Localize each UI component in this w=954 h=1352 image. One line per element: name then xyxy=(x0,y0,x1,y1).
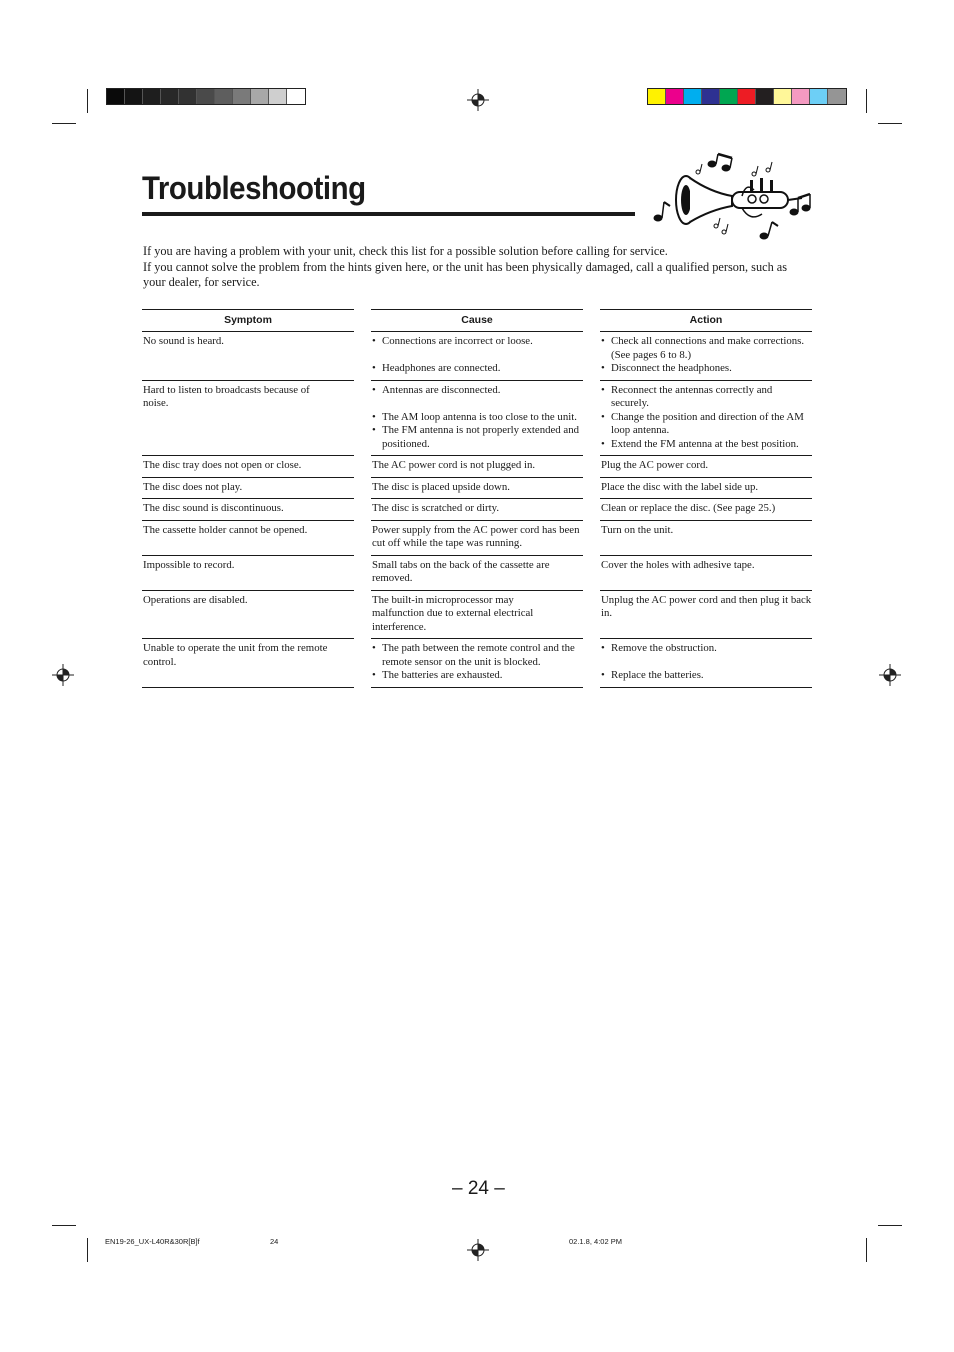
color-swatch xyxy=(828,89,846,104)
header-symptom: Symptom xyxy=(142,309,354,332)
action-cell: Plug the AC power cord. xyxy=(601,459,709,471)
grayscale-calibration-bar xyxy=(106,88,306,105)
table-row xyxy=(142,591,812,640)
crop-mark xyxy=(87,89,88,113)
color-swatch xyxy=(269,89,287,104)
action-item: • Disconnect the headphones. xyxy=(600,362,812,376)
symptom-cell: No sound is heard. xyxy=(143,335,224,347)
color-swatch xyxy=(702,89,720,104)
crosshair-registration-icon xyxy=(52,664,74,686)
trumpet-music-notes-icon xyxy=(650,152,816,242)
action-cell xyxy=(600,381,812,456)
header-action: Action xyxy=(600,309,812,332)
table-row xyxy=(142,639,812,688)
symptom-cell: Operations are disabled. xyxy=(143,593,248,606)
color-swatch xyxy=(684,89,702,104)
crosshair-registration-icon xyxy=(879,664,901,686)
crosshair-registration-icon xyxy=(467,1239,489,1261)
color-swatch xyxy=(648,89,666,104)
symptom-cell: The disc sound is discontinuous. xyxy=(143,502,284,514)
color-swatch xyxy=(215,89,233,104)
header-cause: Cause xyxy=(371,309,583,332)
title-underline xyxy=(142,212,635,216)
symptom-cell: Impossible to record. xyxy=(143,558,235,571)
color-swatch xyxy=(756,89,774,104)
footer-timestamp: 02.1.8, 4:02 PM xyxy=(569,1237,622,1246)
color-swatch xyxy=(810,89,828,104)
symptom-cell: The disc tray does not open or close. xyxy=(143,459,302,471)
cause-cell: Power supply from the AC power cord has been cut off while the tape was running. xyxy=(372,523,580,549)
table-row xyxy=(142,381,812,457)
color-swatch xyxy=(161,89,179,104)
symptom-cell: The cassette holder cannot be opened. xyxy=(143,523,308,536)
cause-cell: The disc is scratched or dirty. xyxy=(372,502,500,514)
color-swatch xyxy=(738,89,756,104)
action-cell xyxy=(600,332,812,380)
action-cell: Clean or replace the disc. (See page 25.) xyxy=(601,502,776,514)
footer-page: 24 xyxy=(270,1237,279,1246)
color-swatch xyxy=(125,89,143,104)
symptom-cell: Hard to listen to broadcasts because of noise. xyxy=(143,383,310,409)
action-cell: Place the disc with the label side up. xyxy=(601,480,759,493)
table-row xyxy=(142,478,812,500)
action-item: • Check all connections and make corrections. (See pages 6 to 8.) xyxy=(600,335,812,362)
crop-mark xyxy=(866,89,867,113)
cause-cell xyxy=(371,639,583,687)
table-header xyxy=(142,309,812,332)
color-swatch xyxy=(233,89,251,104)
footer-filename: EN19-26_UX-L40R&30R[B]f xyxy=(105,1237,200,1246)
crop-mark xyxy=(878,123,902,124)
action-cell: Unplug the AC power cord and then plug it back in. xyxy=(601,593,812,619)
color-swatch xyxy=(720,89,738,104)
crosshair-registration-icon xyxy=(467,89,489,111)
symptom-cell: Unable to operate the unit from the remote control. xyxy=(143,642,328,668)
intro-paragraph: If you cannot solve the problem from the hints given here, or the unit has been physically damaged, call a qualified person, such as your dealer, for service. xyxy=(143,259,788,289)
table-row xyxy=(142,499,812,521)
color-swatch xyxy=(251,89,269,104)
page-number: – 24 – xyxy=(452,1178,505,1199)
cause-cell xyxy=(371,332,583,380)
table-row xyxy=(142,456,812,478)
table-row xyxy=(142,521,812,556)
color-swatch xyxy=(197,89,215,104)
cause-item: • The AM loop antenna is too close to the unit. xyxy=(371,411,583,425)
action-item: • Remove the obstruction. xyxy=(600,642,812,656)
color-swatch xyxy=(774,89,792,104)
crop-mark xyxy=(866,1238,867,1262)
cause-cell: The AC power cord is not plugged in. xyxy=(372,459,536,471)
cause-item: • Connections are incorrect or loose. xyxy=(371,335,583,349)
action-cell xyxy=(600,639,812,687)
cause-cell xyxy=(371,381,583,456)
troubleshooting-table xyxy=(142,309,812,688)
cause-item: • Headphones are connected. xyxy=(371,362,583,376)
color-swatch xyxy=(143,89,161,104)
cause-cell: The built-in microprocessor may malfunction due to external electrical interference. xyxy=(372,593,534,633)
table-row xyxy=(142,332,812,381)
action-item: • Extend the FM antenna at the best position. xyxy=(600,438,812,452)
crop-mark xyxy=(87,1238,88,1262)
crop-mark xyxy=(52,123,76,124)
symptom-cell: The disc does not play. xyxy=(143,480,243,493)
action-cell: Cover the holes with adhesive tape. xyxy=(601,558,755,571)
action-cell: Turn on the unit. xyxy=(601,523,674,536)
intro-text xyxy=(143,244,803,291)
cause-cell: Small tabs on the back of the cassette are removed. xyxy=(372,558,550,584)
color-swatch xyxy=(287,89,305,104)
table-row xyxy=(142,556,812,591)
color-swatch xyxy=(792,89,810,104)
color-calibration-bar xyxy=(647,88,847,105)
action-item: • Change the position and direction of the AM loop antenna. xyxy=(600,411,812,438)
cause-item: • The batteries are exhausted. xyxy=(371,669,583,683)
cause-item: • The FM antenna is not properly extended and positioned. xyxy=(371,424,583,451)
color-swatch xyxy=(107,89,125,104)
action-item: • Reconnect the antennas correctly and securely. xyxy=(600,384,812,411)
color-swatch xyxy=(666,89,684,104)
page-title: Troubleshooting xyxy=(142,170,366,206)
cause-item: • The path between the remote control and the remote sensor on the unit is blocked. xyxy=(371,642,583,669)
crop-mark xyxy=(52,1225,76,1226)
cause-item: • Antennas are disconnected. xyxy=(371,384,583,398)
cause-cell: The disc is placed upside down. xyxy=(372,480,510,493)
color-swatch xyxy=(179,89,197,104)
intro-paragraph: If you are having a problem with your unit, check this list for a possible solution before calling for service. xyxy=(143,244,668,258)
action-item: • Replace the batteries. xyxy=(600,669,812,683)
crop-mark xyxy=(878,1225,902,1226)
